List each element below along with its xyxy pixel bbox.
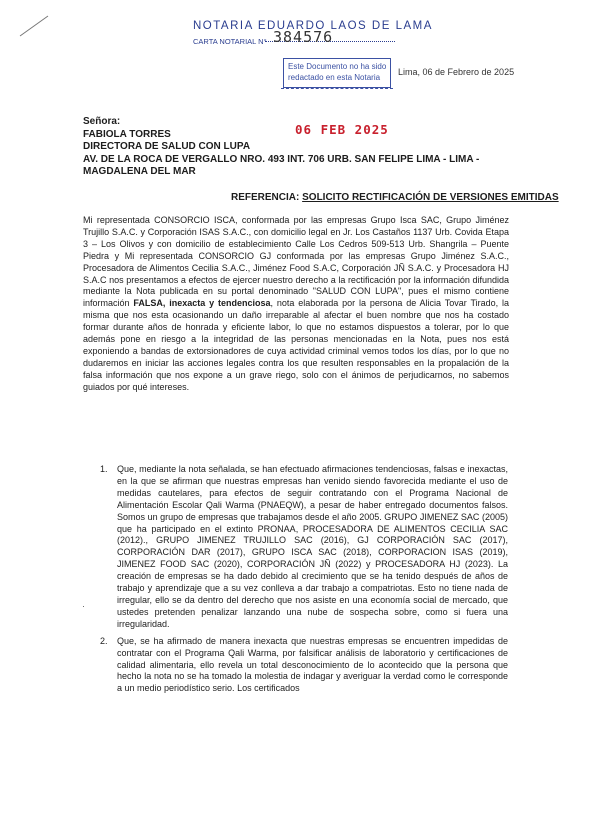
- list-item-number: 2.: [100, 635, 108, 646]
- notary-name: NOTARIA EDUARDO LAOS DE LAMA: [193, 20, 433, 32]
- pen-stroke-mark: [18, 12, 52, 38]
- numbered-list: [100, 464, 508, 695]
- carta-number: 384576: [273, 28, 334, 46]
- intro-text-a: Mi representada CONSORCIO ISCA, conformada por las empresas Grupo Isca SAC, Grupo Jiménez Trujillo S.A.C. y Corporación ISAS S.A.C., con domicilio legal en Jr. Los Castaños 1137 Urb. Covida Etapa 3 – Los Olivos y con domicilio de establecimiento Calle Los Cedros 509-513 Urb. Shangrila – Puente Piedra y Mi representada CONSORCIO GJ conformada por las empresas Grupo Jiménez S.A.C., Procesadora de Alimentos Cecilia S.A.C., Jiménez Food S.A.C, Corporación JÑ S.A.C. y Procesadora HJ S.A.C nos presentamos a efectos de ejercer nuestro derecho a la rectificación por la información difundida mediante la Nota publicada en su portal denominado "SALUD CON LUPA", pues el mismo contiene información: [83, 215, 509, 309]
- stamp-line-1: Este Documento no ha sido: [288, 62, 387, 71]
- recipient-address-line-2: MAGDALENA DEL MAR: [83, 166, 196, 177]
- notary-disclaimer-stamp: [283, 58, 391, 88]
- margin-dot-mark: ·: [82, 601, 85, 611]
- stamp-dashed-border: [281, 88, 393, 89]
- intro-text-b: , nota elaborada por la persona de Alicia Tovar Tirado, la misma que nos esta ocasionando un daño irreparable al afectar el buen nombre que nos ha costado formar durante años de honrada y eficiente labor, lo que no estamos dispuestos a tolerar, por lo que además pone en riesgo a la integridad de las personas mencionadas en la Nota, pues nos está exponiendo a bandas de extorsionadores de cuya actividad criminal vemos todos los días, por lo que no dudaremos en iniciar las acciones legales contra los que resulten responsables en la propalación de la falsa información que nos expone a un grave riego, solo con el ánimos de perjudicarnos, no sabemos guiados por qué intereses.: [83, 298, 509, 392]
- document-date: Lima, 06 de Febrero de 2025: [398, 67, 515, 77]
- recipient-address-line-1: AV. DE LA ROCA DE VERGALLO NRO. 493 INT. 706 URB. SAN FELIPE LIMA - LIMA -: [83, 153, 480, 165]
- list-item-number: 1.: [100, 464, 108, 474]
- reference-line: [231, 192, 559, 203]
- carta-notarial-row: [193, 28, 334, 46]
- intro-paragraph: [83, 215, 509, 394]
- list-item: [100, 464, 508, 631]
- list-item: [100, 636, 508, 696]
- received-date-stamp: 06 FEB 2025: [295, 122, 389, 137]
- salutation: Señora:: [83, 116, 121, 127]
- recipient-role: DIRECTORA DE SALUD CON LUPA: [83, 141, 251, 152]
- list-item-text: Que, mediante la nota señalada, se han efectuado afirmaciones tendenciosas, falsas e inexactas, en la que se afirman que nuestras empresas han venido siendo favorecida mediante el uso de medidas cautelares, para efectos de seguir contratando con el Programa Nacional de Alimentación Escolar Qali Warma (PNAEQW), a pesar de haber entregado documentos falsos. Somos un grupo de empresas que trabajamos desde el año 2005. GRUPO JIMENEZ SAC (2005) que ha participado en el extinto PRONAA, PROCESADORA DE ALIMENTOS CECILIA SAC (2012)., GRUPO JIMENEZ TRUJILLO SAC (2016), GJ CORPORACIÓN SAC (2017), CORPORACIÓN DAR (2017), GRUPO ISCA SAC (2018), CORPORACION ISAS (2019), JIMENEZ FOOD SAC (2020), CORPORACIÓN JÑ (2022) y PROCESADORA HJ (2023). La creación de empresas se ha dado debido al crecimiento que se ha tenido después de años de trabajo y aprendizaje que a su vez conlleva a dar trabajo a compatriotas. Esto no tiene nada de irregular, ello se da dentro del derecho que nos asiste en una economía social de mercado, que ustedes pretenden penalizar lanzando una nube de sospecha sobre, como si fuera una irregularidad.: [117, 464, 508, 629]
- list-item-text: Que, se ha afirmado de manera inexacta que nuestras empresas se encuentren impedidas de contratar con el Programa Qali Warma, por falsificar análisis de laboratorio y certificaciones de calidad alimentaria, ello revela un total desconocimiento de lo acontecido que la persona que hecho la nota no se ha tomado la molestia de indagar y averiguar la verdad como le corresponde a un medio periodístico serio. Los certificados: [117, 635, 508, 694]
- carta-label: CARTA NOTARIAL N°: [193, 37, 267, 46]
- recipient-name: FABIOLA TORRES: [83, 128, 171, 140]
- reference-subject: SOLICITO RECTIFICACIÓN DE VERSIONES EMITIDAS: [302, 192, 559, 203]
- intro-bold-text: FALSA, inexacta y tendenciosa: [133, 298, 271, 309]
- stamp-line-2: redactado en esta Notaria: [288, 73, 381, 82]
- reference-label: REFERENCIA:: [231, 192, 303, 203]
